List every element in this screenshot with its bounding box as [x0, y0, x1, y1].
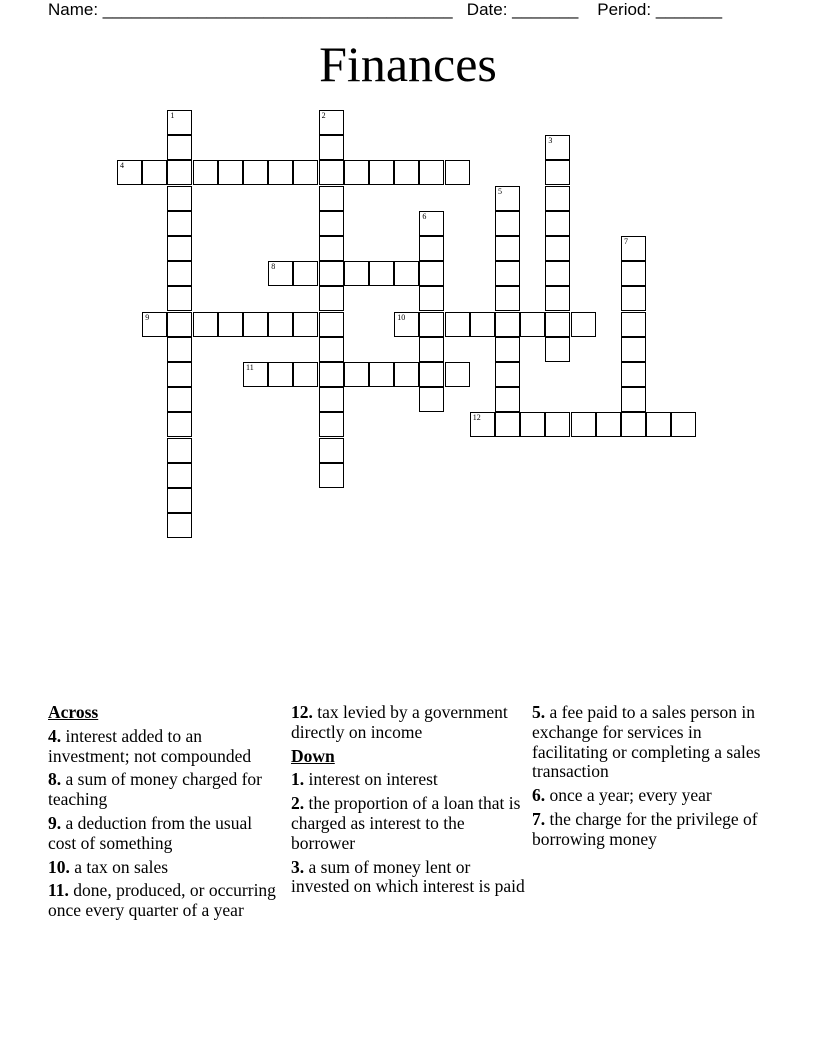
grid-cell[interactable]: [470, 412, 495, 437]
grid-cell[interactable]: [621, 412, 646, 437]
grid-cell[interactable]: [319, 135, 344, 160]
grid-cell[interactable]: [319, 261, 344, 286]
clue-text: a fee paid to a sales person in exchange for services in facilitating or completing a sales transaction: [532, 702, 761, 782]
grid-cell[interactable]: [621, 337, 646, 362]
grid-cell[interactable]: [319, 286, 344, 311]
grid-cell[interactable]: [319, 160, 344, 185]
clue-number: 10.: [48, 856, 70, 877]
grid-cell[interactable]: [344, 160, 369, 185]
grid-cell[interactable]: [319, 211, 344, 236]
clue-number: 5.: [532, 702, 546, 722]
grid-cell[interactable]: [319, 387, 344, 412]
grid-cell[interactable]: [268, 312, 293, 337]
grid-cell[interactable]: [142, 160, 167, 185]
grid-cell[interactable]: [571, 312, 596, 337]
clue-number: 6.: [532, 785, 546, 806]
cell-number: 11: [246, 363, 254, 372]
grid-cell[interactable]: [545, 211, 570, 236]
clue-number: 12.: [291, 702, 313, 722]
date-field[interactable]: Date: _______: [466, 0, 579, 19]
grid-cell[interactable]: [293, 160, 318, 185]
grid-cell[interactable]: [167, 236, 192, 261]
grid-cell[interactable]: [268, 261, 293, 286]
grid-cell[interactable]: [621, 236, 646, 261]
grid-cell[interactable]: [167, 211, 192, 236]
grid-cell[interactable]: [369, 362, 394, 387]
clue-number: 7.: [532, 808, 546, 829]
grid-cell[interactable]: [419, 337, 444, 362]
clue-down-7: [532, 810, 768, 850]
clue-across-11: [48, 881, 284, 921]
cell-number: 2: [321, 111, 326, 120]
grid-cell[interactable]: [520, 312, 545, 337]
grid-cell[interactable]: [167, 513, 192, 538]
grid-cell[interactable]: [167, 387, 192, 412]
grid-cell[interactable]: [646, 412, 671, 437]
grid-cell[interactable]: [545, 160, 570, 185]
grid-cell[interactable]: [268, 160, 293, 185]
student-info-line: [48, 0, 722, 20]
grid-cell[interactable]: [167, 438, 192, 463]
grid-cell[interactable]: [545, 412, 570, 437]
grid-cell[interactable]: [545, 337, 570, 362]
grid-cell[interactable]: [167, 488, 192, 513]
clue-down-3: [291, 858, 527, 898]
cell-number: 7: [624, 237, 628, 246]
name-field[interactable]: Name: _____________________________________: [48, 0, 453, 19]
grid-cell[interactable]: [293, 312, 318, 337]
clue-text: tax levied by a government directly on income: [291, 702, 508, 742]
grid-cell[interactable]: [419, 312, 444, 337]
grid-cell[interactable]: [167, 261, 192, 286]
clue-text: a sum of money lent or invested on which interest is paid: [291, 856, 525, 897]
grid-cell[interactable]: [545, 236, 570, 261]
clues-column-3: [532, 703, 768, 854]
grid-cell[interactable]: [319, 337, 344, 362]
clue-down-6: [532, 786, 768, 806]
grid-cell[interactable]: [621, 362, 646, 387]
grid-cell[interactable]: [319, 463, 344, 488]
cell-number: 12: [472, 413, 481, 423]
grid-cell[interactable]: [218, 312, 243, 337]
cell-number: 6: [422, 211, 427, 221]
cell-number: 4: [120, 161, 124, 171]
grid-cell[interactable]: [419, 236, 444, 261]
cell-number: 10: [397, 312, 406, 322]
clue-across-12: [291, 703, 527, 743]
cell-number: 8: [271, 262, 276, 272]
grid-cell[interactable]: [319, 186, 344, 211]
grid-cell[interactable]: [218, 160, 243, 185]
grid-cell[interactable]: [293, 261, 318, 286]
grid-cell[interactable]: [545, 186, 570, 211]
grid-cell[interactable]: [243, 362, 268, 387]
grid-cell[interactable]: [243, 312, 268, 337]
grid-cell[interactable]: [545, 135, 570, 160]
grid-cell[interactable]: [319, 236, 344, 261]
grid-cell[interactable]: [545, 312, 570, 337]
grid-cell[interactable]: [419, 286, 444, 311]
clue-text: a sum of money charged for teaching: [48, 769, 262, 810]
grid-cell[interactable]: [419, 387, 444, 412]
clue-text: a deduction from the usual cost of something: [48, 812, 253, 853]
grid-cell[interactable]: [293, 362, 318, 387]
grid-cell[interactable]: [621, 387, 646, 412]
across-heading: Across: [48, 702, 99, 722]
grid-cell[interactable]: [167, 337, 192, 362]
grid-cell[interactable]: [419, 261, 444, 286]
clue-text: the proportion of a loan that is charged as interest to the borrower: [291, 793, 521, 853]
grid-cell[interactable]: [167, 362, 192, 387]
grid-cell[interactable]: [394, 312, 419, 337]
grid-cell[interactable]: [167, 186, 192, 211]
grid-cell[interactable]: [621, 286, 646, 311]
grid-cell[interactable]: [495, 337, 520, 362]
grid-cell[interactable]: [369, 261, 394, 286]
clue-number: 9.: [48, 812, 62, 833]
clue-across-9: [48, 814, 284, 854]
grid-cell[interactable]: [445, 160, 470, 185]
grid-cell[interactable]: [167, 463, 192, 488]
cell-number: 3: [548, 136, 553, 146]
grid-cell[interactable]: [495, 261, 520, 286]
cell-number: 5: [498, 186, 502, 196]
clue-number: 8.: [48, 769, 62, 790]
clue-text: once a year; every year: [545, 785, 712, 806]
grid-cell[interactable]: [596, 412, 621, 437]
page-title: Finances: [319, 36, 497, 92]
grid-cell[interactable]: [495, 236, 520, 261]
clue-text: done, produced, or occurring once every quarter of a year: [48, 880, 276, 921]
grid-cell[interactable]: [319, 438, 344, 463]
clue-down-5: [532, 703, 768, 782]
grid-cell[interactable]: [545, 286, 570, 311]
clue-down-2: [291, 794, 527, 853]
grid-cell[interactable]: [445, 312, 470, 337]
clue-down-1: [291, 770, 527, 790]
grid-cell[interactable]: [369, 160, 394, 185]
grid-cell[interactable]: [142, 312, 167, 337]
grid-cell[interactable]: [394, 160, 419, 185]
grid-cell[interactable]: [495, 362, 520, 387]
cell-number: 1: [170, 111, 175, 120]
grid-cell[interactable]: [319, 110, 344, 135]
grid-cell[interactable]: [319, 312, 344, 337]
grid-cell[interactable]: [193, 160, 218, 185]
grid-cell[interactable]: [470, 312, 495, 337]
grid-cell[interactable]: [117, 160, 142, 185]
down-heading: Down: [291, 745, 335, 766]
period-field[interactable]: Period: _______: [597, 0, 723, 19]
grid-cell[interactable]: [193, 312, 218, 337]
grid-cell[interactable]: [167, 412, 192, 437]
grid-cell[interactable]: [394, 362, 419, 387]
grid-cell[interactable]: [319, 362, 344, 387]
clue-number: 3.: [291, 856, 305, 877]
grid-cell[interactable]: [621, 261, 646, 286]
grid-cell[interactable]: [167, 312, 192, 337]
grid-cell[interactable]: [445, 362, 470, 387]
grid-cell[interactable]: [344, 261, 369, 286]
grid-cell[interactable]: [394, 261, 419, 286]
clue-number: 4.: [48, 725, 62, 746]
grid-cell[interactable]: [243, 160, 268, 185]
cell-number: 9: [145, 312, 150, 322]
grid-cell[interactable]: [419, 211, 444, 236]
grid-cell[interactable]: [621, 312, 646, 337]
grid-cell[interactable]: [268, 362, 293, 387]
grid-cell[interactable]: [495, 286, 520, 311]
clue-text: interest added to an investment; not compounded: [48, 725, 252, 766]
grid-cell[interactable]: [671, 412, 696, 437]
grid-cell[interactable]: [520, 412, 545, 437]
grid-cell[interactable]: [495, 312, 520, 337]
clue-number: 11.: [48, 880, 69, 901]
grid-cell[interactable]: [167, 135, 192, 160]
clue-across-10: [48, 858, 284, 878]
clue-number: 1.: [291, 769, 305, 790]
grid-cell[interactable]: [167, 110, 192, 135]
grid-cell[interactable]: [344, 362, 369, 387]
grid-cell[interactable]: [495, 412, 520, 437]
grid-cell[interactable]: [167, 286, 192, 311]
clue-number: 2.: [291, 793, 305, 814]
clue-text: a tax on sales: [69, 856, 169, 877]
grid-cell[interactable]: [419, 160, 444, 185]
grid-cell[interactable]: [319, 412, 344, 437]
clue-text: interest on interest: [304, 769, 438, 790]
grid-cell[interactable]: [495, 186, 520, 211]
grid-cell[interactable]: [571, 412, 596, 437]
grid-cell[interactable]: [495, 387, 520, 412]
clues-column-2: [291, 703, 527, 901]
clue-across-4: [48, 727, 284, 767]
grid-cell[interactable]: [167, 160, 192, 185]
clues-column-1: [48, 703, 284, 925]
clue-across-8: [48, 770, 284, 810]
clue-text: the charge for the privilege of borrowing money: [532, 808, 758, 849]
grid-cell[interactable]: [495, 211, 520, 236]
grid-cell[interactable]: [545, 261, 570, 286]
grid-cell[interactable]: [419, 362, 444, 387]
